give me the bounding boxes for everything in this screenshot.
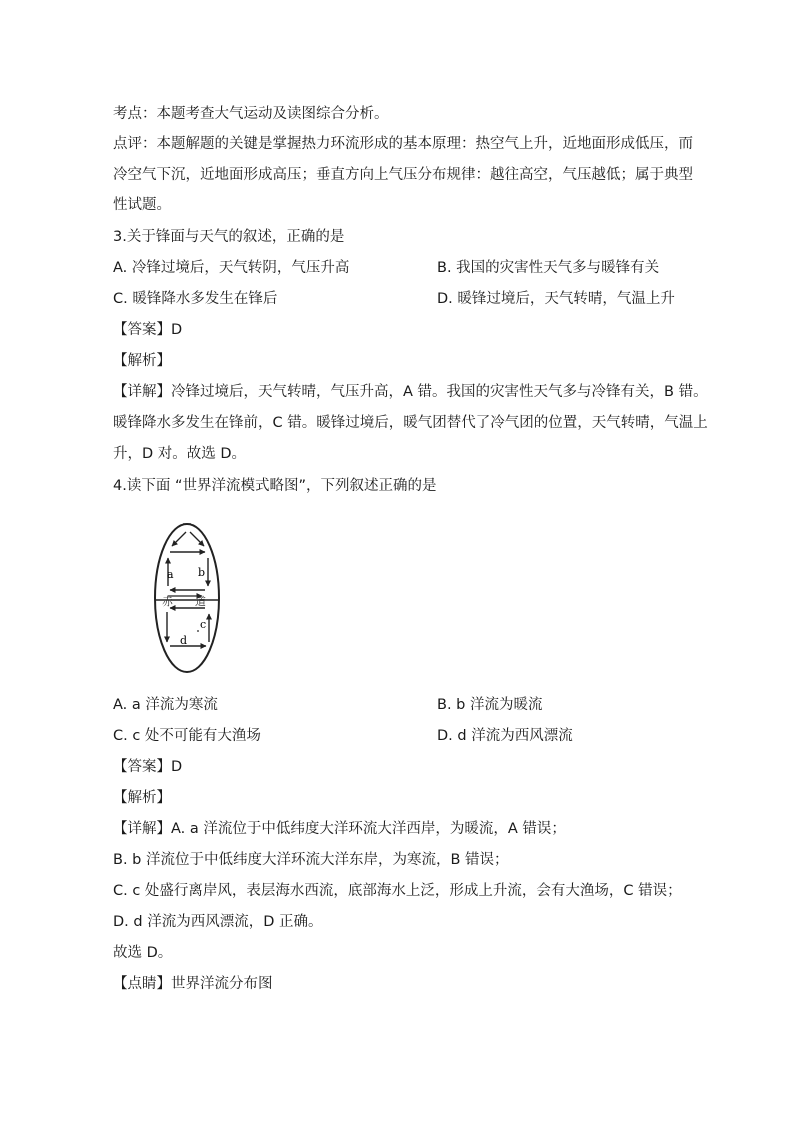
q4-option-c: C. c 处不可能有大渔场	[113, 728, 261, 744]
dianping-line-1: 点评：本题解题的关键是掌握热力环流形成的基本原理：热空气上升，近地面形成低压，而	[113, 136, 693, 152]
dianping-line-3: 性试题。	[113, 197, 171, 213]
q4-detail-line-1: 【详解】A. a 洋流位于中低纬度大洋环流大洋西岸，为暖流，A 错误；	[113, 821, 566, 837]
q3-option-a: A. 冷锋过境后，天气转阴，气压升高	[113, 260, 350, 276]
q4-option-b: B. b 洋流为暖流	[437, 697, 543, 713]
q3-stem: 3.关于锋面与天气的叙述，正确的是	[113, 229, 345, 245]
q3-option-d: D. 暖锋过境后，天气转晴，气温上升	[437, 291, 675, 307]
q4-detail-line-5: 故选 D。	[113, 945, 173, 961]
label-b: b	[198, 566, 206, 579]
q3-option-c: C. 暖锋降水多发生在锋后	[113, 291, 278, 307]
arrow-polar-right	[190, 532, 204, 546]
q3-answer: 【答案】D	[113, 322, 183, 338]
q3-analysis-title: 【解析】	[113, 353, 171, 369]
q3-option-b: B. 我国的灾害性天气多与暖锋有关	[437, 260, 660, 276]
q3-detail-line-2: 暖锋降水多发生在锋前，C 错。暖锋过境后，暖气团替代了冷气团的位置，天气转晴，气温上	[113, 415, 708, 431]
ocean-current-diagram	[140, 518, 240, 676]
q4-detail-line-2: B. b 洋流位于中低纬度大洋环流大洋东岸，为寒流，B 错误；	[113, 852, 509, 868]
q4-stem: 4.读下面 “世界洋流模式略图”，下列叙述正确的是	[113, 478, 437, 494]
arrow-polar-left	[172, 532, 186, 546]
dianping-line-2: 冷空气下沉，近地面形成高压；垂直方向上气压分布规律：越往高空，气压越低；属于典型	[113, 167, 693, 183]
q4-option-d: D. d 洋流为西风漂流	[437, 728, 573, 744]
label-a: a	[167, 568, 174, 581]
q3-detail-line-3: 升，D 对。故选 D。	[113, 446, 247, 462]
q4-option-a: A. a 洋流为寒流	[113, 697, 218, 713]
q4-dianjing: 【点睛】世界洋流分布图	[113, 976, 273, 992]
label-d: d	[180, 634, 188, 647]
q4-answer: 【答案】D	[113, 759, 183, 775]
q3-detail-line-1: 【详解】冷锋过境后，天气转晴，气压升高，A 错。我国的灾害性天气多与冷锋有关，B 错。	[113, 384, 708, 400]
q4-analysis-title: 【解析】	[113, 790, 171, 806]
label-equator-2: 道	[195, 595, 206, 608]
label-c: c	[200, 618, 207, 631]
label-equator-1: 赤	[162, 595, 173, 608]
q4-detail-line-4: D. d 洋流为西风漂流，D 正确。	[113, 914, 323, 930]
q4-detail-line-3: C. c 处盛行离岸风，表层海水西流，底部海水上泛，形成上升流，会有大渔场，C 错误；	[113, 883, 682, 899]
kaodian-line: 考点：本题考查大气运动及读图综合分析。	[113, 106, 389, 122]
